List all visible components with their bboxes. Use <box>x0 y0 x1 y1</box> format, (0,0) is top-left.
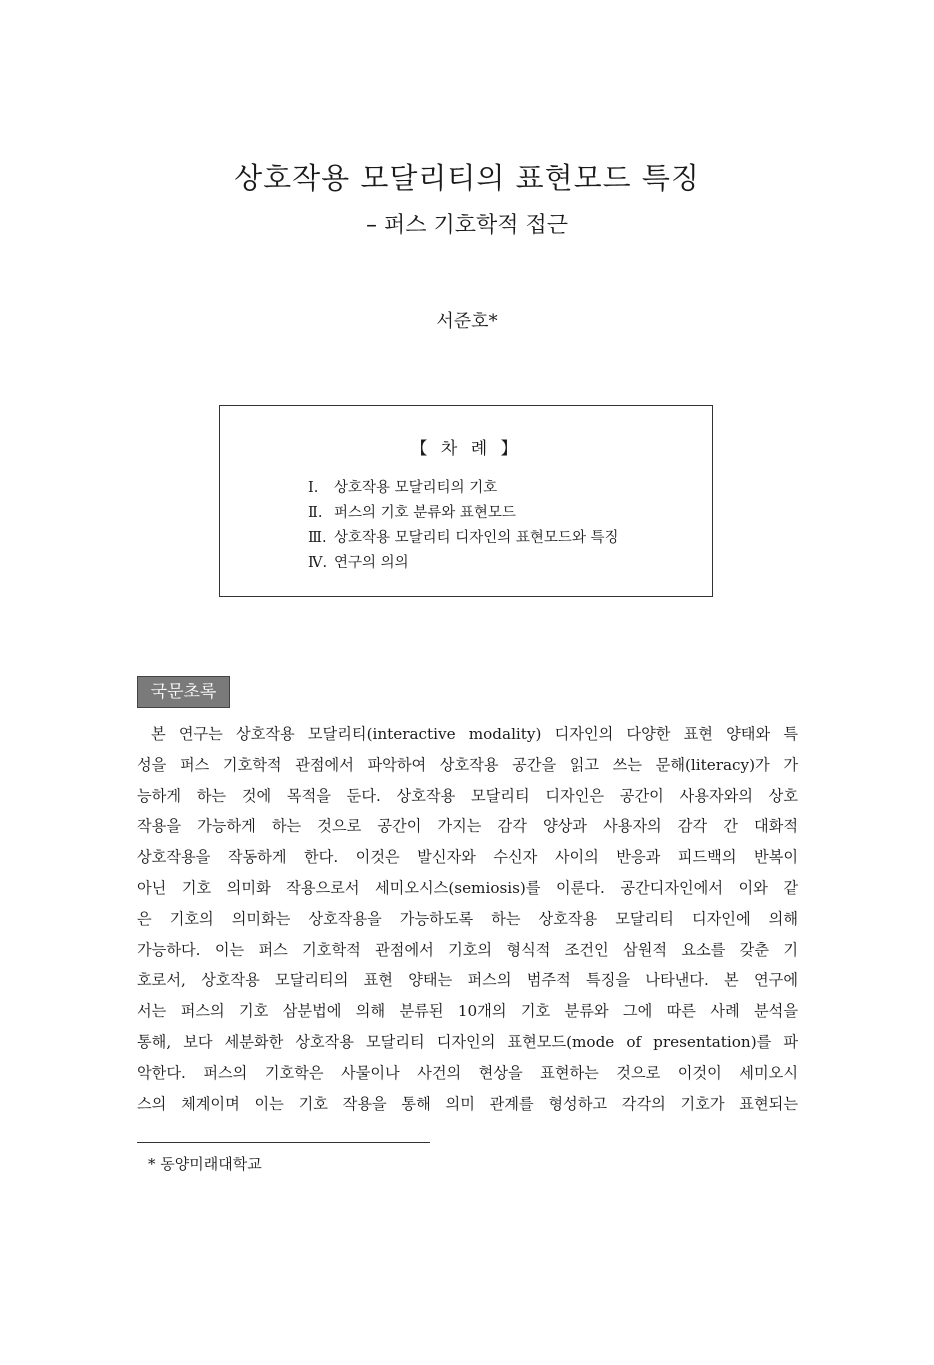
toc-item-number: Ⅱ. <box>308 505 323 521</box>
abstract-line: 서는 퍼스의 기호 삼분법에 의해 분류된 10개의 기호 분류와 그에 따른 사례 분석을 <box>137 1002 798 1021</box>
toc-item-text: 퍼스의 기호 분류와 표현모드 <box>334 505 516 521</box>
toc-item-text: 상호작용 모달리티 디자인의 표현모드와 특징 <box>334 530 619 546</box>
abstract-line: 스의 체계이며 이는 기호 작용을 통해 의미 관계를 형성하고 각각의 기호가 표현되는 <box>137 1094 798 1113</box>
toc-item-number: Ⅲ. <box>308 530 327 546</box>
toc-item <box>308 501 619 526</box>
abstract-line: 작용을 가능하게 하는 것으로 공간이 가지는 감각 양상과 사용자의 감각 간 대화적 <box>137 817 798 836</box>
toc-item <box>308 551 619 576</box>
abstract-line: 호로서, 상호작용 모달리티의 표현 양태는 퍼스의 범주적 특징을 나타낸다. 본 연구에 <box>137 971 798 990</box>
paper-title: 상호작용 모달리티의 표현모드 특징 <box>234 161 700 195</box>
toc-item-text: 연구의 의의 <box>334 555 409 571</box>
table-of-contents <box>219 405 713 597</box>
author-name: 서준호* <box>436 311 498 332</box>
toc-item <box>308 476 619 501</box>
abstract-line: 본 연구는 상호작용 모달리티(interactive modality) 디자인의 다양한 표현 양태와 특 <box>151 725 798 743</box>
toc-item-text: 상호작용 모달리티의 기호 <box>334 480 498 496</box>
abstract-line: 성을 퍼스 기호학적 관점에서 파악하여 상호작용 공간을 읽고 쓰는 문해(literacy)가 가 <box>137 755 798 774</box>
footnote-divider <box>137 1142 430 1143</box>
abstract-line: 은 기호의 의미화는 상호작용을 가능하도록 하는 상호작용 모달리티 디자인에 의해 <box>137 909 798 928</box>
abstract-line: 능하게 하는 것에 목적을 둔다. 상호작용 모달리티 디자인은 공간이 사용자와의 상호 <box>137 786 798 805</box>
abstract-label: 국문초록 <box>137 676 230 708</box>
abstract-line: 상호작용을 작동하게 한다. 이것은 발신자와 수신자 사이의 반응과 피드백의 반복이 <box>137 848 798 867</box>
paper-subtitle: – 퍼스 기호학적 접근 <box>366 213 568 238</box>
abstract-line: 악한다. 퍼스의 기호학은 사물이나 사건의 현상을 표현하는 것으로 이것이 세미오시 <box>137 1063 798 1082</box>
footnote-affiliation: * 동양미래대학교 <box>148 1155 262 1173</box>
toc-item-number: Ⅳ. <box>308 555 328 571</box>
abstract-line: 통해, 보다 세분화한 상호작용 모달리티 디자인의 표현모드(mode of presentation)를 파 <box>137 1032 798 1051</box>
abstract-line: 아닌 기호 의미화 작용으로서 세미오시스(semiosis)를 이룬다. 공간디자인에서 이와 같 <box>137 878 798 897</box>
abstract-line: 가능하다. 이는 퍼스 기호학적 관점에서 기호의 형식적 조건인 삼원적 요소를 갖춘 기 <box>137 940 798 959</box>
toc-list <box>308 476 619 576</box>
toc-item <box>308 526 619 551</box>
toc-item-number: Ⅰ. <box>308 480 319 496</box>
abstract-body <box>137 719 798 1119</box>
toc-title: 【 차 례 】 <box>410 439 522 459</box>
